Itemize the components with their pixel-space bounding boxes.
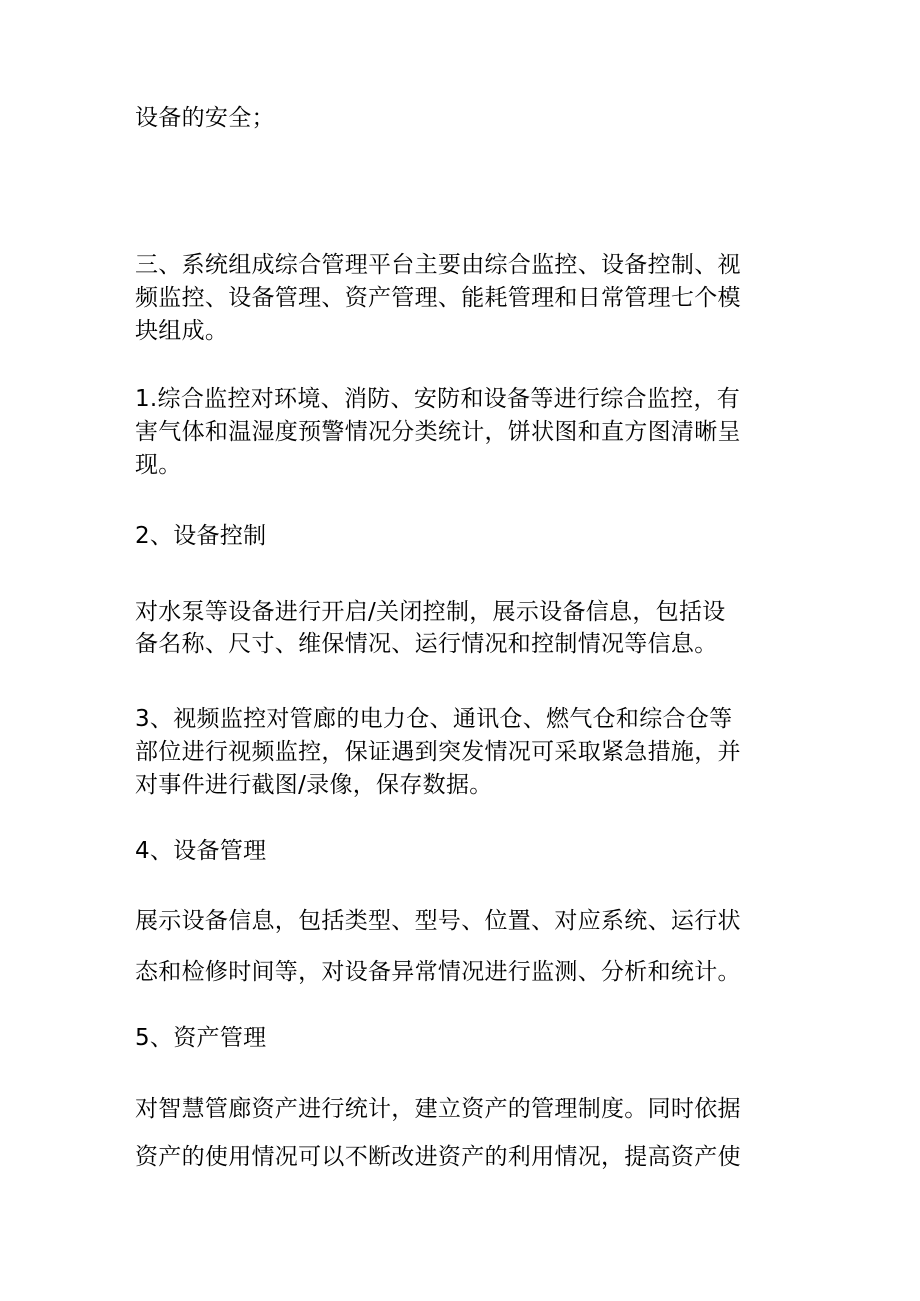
text-line: 频监控、设备管理、资产管理、能耗管理和日常管理七个模 [135,285,741,311]
text-line: 资产的使用情况可以不断改进资产的利用情况，提高资产使 [135,1144,741,1170]
text-line: 对水泵等设备进行开启/关闭控制，展示设备信息，包括设 [135,599,726,625]
text-line: 现。 [135,452,182,478]
text-line: 备名称、尺寸、维保情况、运行情况和控制情况等信息。 [135,631,718,657]
text-line: 态和检修时间等，对设备异常情况进行监测、分析和统计。 [135,959,741,985]
section-heading: 5、资产管理 [135,1025,267,1051]
text-line: 设备的安全； [135,105,275,131]
text-line: 对智慧管廊资产进行统计，建立资产的管理制度。同时依据 [135,1096,741,1122]
text-line: 3、视频监控对管廊的电力仓、通讯仓、燃气仓和综合仓等 [135,706,733,732]
text-line: 部位进行视频监控，保证遇到突发情况可采取紧急措施，并 [135,739,741,765]
text-line: 三、系统组成综合管理平台主要由综合监控、设备控制、视 [135,252,741,278]
text-line: 展示设备信息，包括类型、型号、位置、对应系统、运行状 [135,908,741,934]
section-heading: 2、设备控制 [135,523,267,549]
text-line: 1.综合监控对环境、消防、安防和设备等进行综合监控，有 [135,386,741,412]
text-line: 块组成。 [135,318,229,344]
text-line: 害气体和温湿度预警情况分类统计，饼状图和直方图清晰呈 [135,419,741,445]
text-line: 对事件进行截图/录像，保存数据。 [135,772,493,798]
section-heading: 4、设备管理 [135,838,267,864]
